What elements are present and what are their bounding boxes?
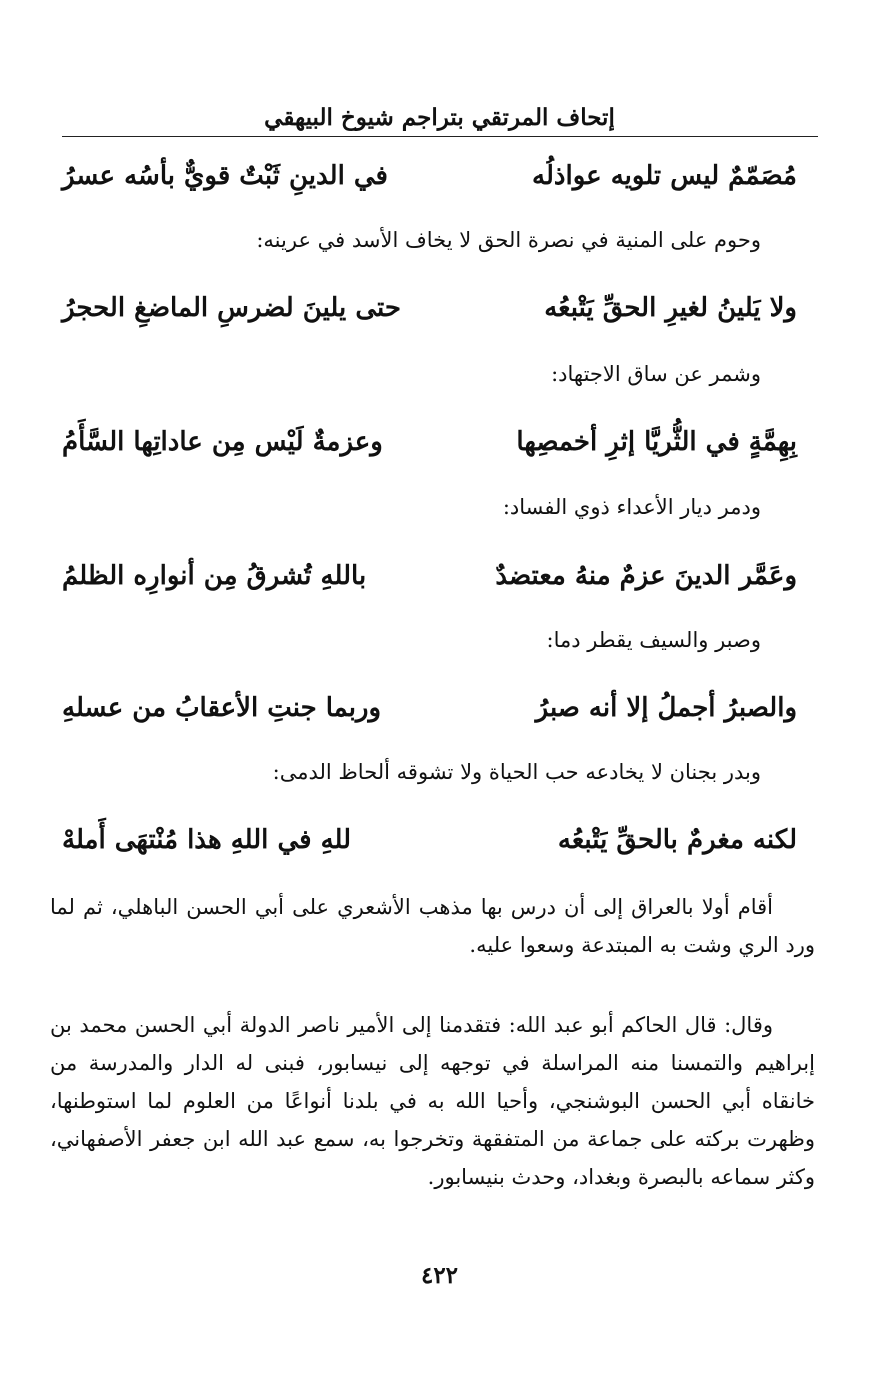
verse-second-hemistich: في الدينِ ثَبْتٌ قويٌّ بأسُه عسرُ — [62, 161, 388, 191]
verse-intro: وبدر بجنان لا يخادعه حب الحياة ولا تشوقه ألحاظ الدمى: — [272, 760, 761, 784]
verse-first-hemistich: مُصَمّمٌ ليس تلويه عواذلُه — [532, 161, 797, 191]
verse-line — [62, 420, 797, 464]
verse-line — [62, 286, 797, 330]
verse-first-hemistich: لكنه مغرمٌ بالحقِّ يَتْبعُه — [557, 825, 797, 855]
verse-second-hemistich: وربما جنتِ الأعقابُ من عسلهِ — [62, 693, 382, 723]
verse-first-hemistich: ولا يَلينُ لغيرِ الحقِّ يَتْبعُه — [544, 293, 797, 323]
verse-intro: وشمر عن ساق الاجتهاد: — [551, 362, 761, 386]
verse-intro: وحوم على المنية في نصرة الحق لا يخاف الأسد في عرينه: — [256, 228, 761, 252]
verse-line — [62, 686, 797, 730]
verse-intro: وصبر والسيف يقطر دما: — [546, 628, 761, 652]
verse-intro: ودمر ديار الأعداء ذوي الفساد: — [502, 495, 761, 519]
verse-second-hemistich: حتى يلينَ لضرسِ الماضغِ الحجرُ — [62, 293, 401, 323]
verse-line — [62, 554, 797, 598]
verse-second-hemistich: وعزمةٌ لَيْس مِن عاداتِها السَّأَمُ — [62, 427, 383, 457]
verse-first-hemistich: بِهِمَّةٍ في الثُّريَّا إثرِ أخمصِها — [516, 427, 797, 457]
page-number: ٤٢٢ — [420, 1262, 459, 1289]
verse-first-hemistich: والصبرُ أجملُ إلا أنه صبرُ — [535, 693, 797, 723]
verse-first-hemistich: وعَمَّر الدينَ عزمٌ منهُ معتضدٌ — [495, 561, 797, 591]
body-paragraph: وقال: قال الحاكم أبو عبد الله: فتقدمنا إلى الأمير ناصر الدولة أبي الحسن محمد بن إبراهيم والتمسنا منه المراسلة في توجهه إلى نيسابور، فبنى له الدار والمدرسة من خانقاه أبي الحسن البوشنجي، وأحيا الله به في بلدنا أنواعًا من العلوم لما استوطنها، وظهرت بركته على جماعة من المتفقهة وتخرجوا به، سمع عبد الله ابن جعفر الأصفهاني، وكثر سماعه بالبصرة وبغداد، وحدث بنيسابور. — [50, 1013, 815, 1189]
verse-line — [62, 818, 797, 862]
body-paragraph: أقام أولا بالعراق إلى أن درس بها مذهب الأشعري على أبي الحسن الباهلي، ثم لما ورد الري وشت به المبتدعة وسعوا عليه. — [50, 895, 815, 957]
running-header: إتحاف المرتقي بتراجم شيوخ البيهقي — [264, 104, 615, 131]
verse-line — [62, 154, 797, 198]
verse-second-hemistich: باللهِ تُشرقُ مِن أنوارِه الظلمُ — [62, 561, 367, 591]
verse-second-hemistich: للهِ في اللهِ هذا مُنْتهَى أَملهْ — [62, 825, 352, 855]
header-rule — [62, 136, 818, 137]
